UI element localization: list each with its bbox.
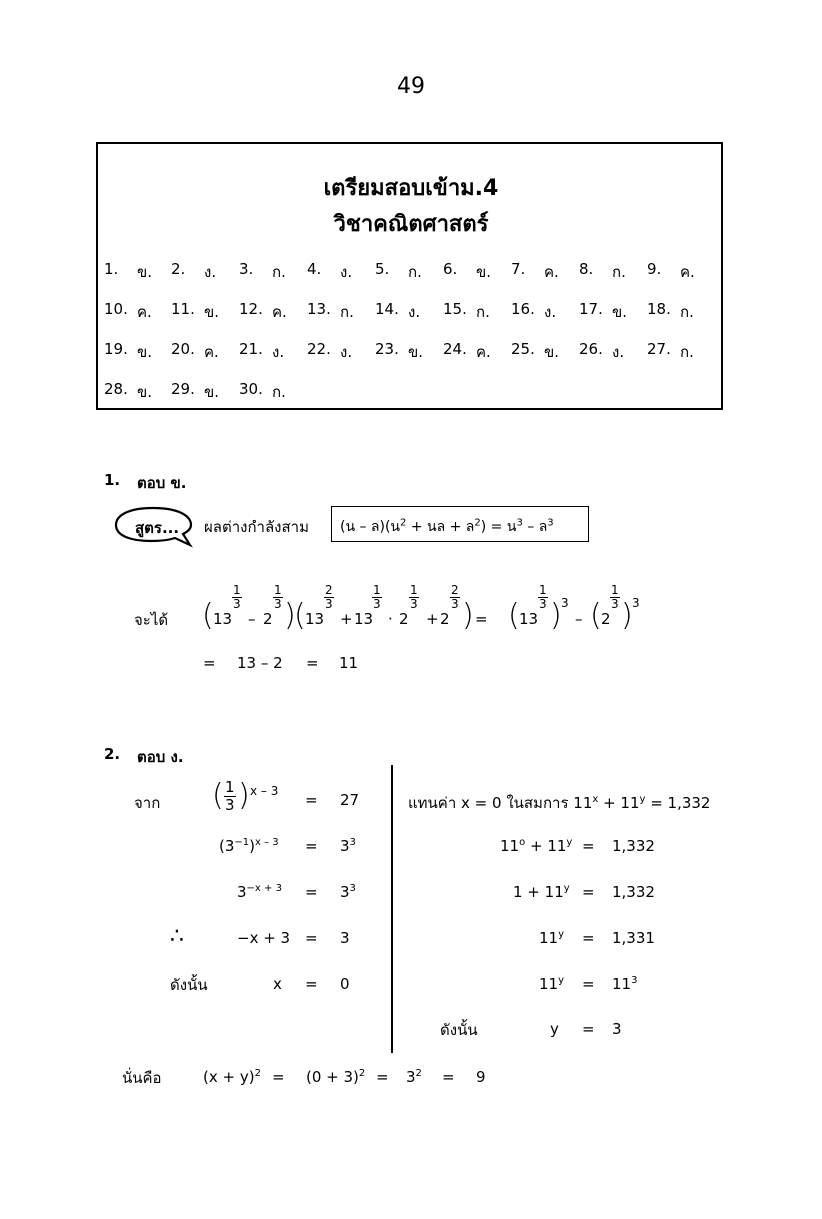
- exponent: 3: [632, 596, 640, 610]
- answer-number: 17.: [579, 300, 603, 318]
- t: 11: [500, 837, 520, 855]
- e: y: [558, 975, 565, 986]
- q2-number: 2.: [104, 745, 121, 763]
- answer-number: 30.: [239, 380, 263, 398]
- close: ): [249, 837, 256, 855]
- final-b: [306, 1068, 365, 1086]
- t: (0 + 3): [306, 1068, 359, 1086]
- inner-exp: −1: [234, 837, 250, 848]
- final-a: [203, 1068, 261, 1086]
- answer-choice: ง.: [272, 343, 285, 361]
- op: –: [248, 610, 256, 628]
- den: 3: [373, 597, 381, 611]
- formula-exp: 3: [516, 517, 523, 529]
- op: ·: [388, 610, 393, 628]
- so-label: ดังนั้น: [170, 976, 208, 994]
- e: y: [566, 837, 573, 848]
- eq: =: [582, 929, 595, 947]
- answer-number: 1.: [104, 260, 119, 278]
- base: 13: [305, 610, 325, 628]
- rhs-exp: 3: [349, 883, 356, 894]
- base: 13: [213, 610, 233, 628]
- column-divider: [391, 765, 393, 1053]
- answer-number: 2.: [171, 260, 186, 278]
- exponent-frac: [409, 584, 419, 611]
- l3-lhs: [237, 883, 282, 901]
- answer-number: 15.: [443, 300, 467, 318]
- base: 3: [237, 883, 247, 901]
- e: y: [563, 883, 570, 894]
- rhs: 1,332: [612, 883, 655, 901]
- eq: =: [582, 975, 595, 993]
- den: 3: [325, 597, 333, 611]
- answer-choice: ก.: [272, 263, 286, 281]
- rhs: [340, 883, 356, 901]
- e: o: [519, 837, 526, 848]
- eq: =: [442, 1068, 455, 1086]
- paren: (: [212, 778, 224, 813]
- answer-choice: ง.: [340, 263, 353, 281]
- answer-number: 18.: [647, 300, 671, 318]
- answer-choice: ง.: [408, 303, 421, 321]
- op: +: [426, 610, 439, 628]
- base: (3: [219, 837, 235, 855]
- formula-name: ผลต่างกำลังสาม: [204, 518, 309, 536]
- answer-number: 6.: [443, 260, 458, 278]
- q2-answer: ตอบ ง.: [137, 748, 184, 766]
- num: 1: [274, 583, 282, 597]
- num: 1: [539, 583, 547, 597]
- answer-choice: ข.: [204, 383, 220, 401]
- paren: ): [550, 598, 562, 633]
- e: 2: [358, 1068, 366, 1079]
- rhs: 27: [340, 791, 360, 809]
- rhs-base: 3: [340, 883, 350, 901]
- base: 2: [601, 610, 611, 628]
- answer-choice: ค.: [476, 343, 491, 361]
- r4-lhs: [539, 975, 564, 993]
- exponent-frac: [232, 584, 242, 611]
- text: + 11: [598, 794, 640, 812]
- formula-part: + นล + ล: [406, 519, 475, 535]
- answer-choice: ก.: [680, 303, 694, 321]
- op: –: [575, 610, 583, 628]
- answer-choice: ข.: [137, 343, 153, 361]
- eq: =: [272, 1068, 285, 1086]
- answer-choice: ข.: [544, 343, 560, 361]
- difference-of-cubes-formula: [331, 506, 589, 542]
- l5-lhs: x: [273, 975, 282, 993]
- paren: (: [294, 598, 306, 633]
- eq: =: [305, 929, 318, 947]
- base: 2: [399, 610, 409, 628]
- den: 3: [274, 597, 282, 611]
- paren: (: [508, 598, 520, 633]
- t: + 11: [525, 837, 567, 855]
- eq: =: [582, 883, 595, 901]
- q1-result: =: [306, 654, 319, 672]
- eq: =: [305, 791, 318, 809]
- e: 2: [254, 1068, 261, 1079]
- answer-choice: ค.: [544, 263, 559, 281]
- substitution-line: [408, 791, 710, 815]
- fraction: [224, 779, 236, 814]
- answer-choice: ก.: [476, 303, 490, 321]
- rhs: 1,331: [612, 929, 655, 947]
- num: 1: [410, 583, 418, 597]
- exam-title: เตรียมสอบเข้าม.4: [323, 176, 499, 201]
- page-number: 49: [397, 74, 425, 99]
- op: =: [475, 610, 488, 628]
- num: 1: [611, 583, 619, 597]
- answer-number: 13.: [307, 300, 331, 318]
- formula-part: (น – ล)(น: [340, 519, 401, 535]
- formula-tag: สูตร...: [135, 519, 180, 537]
- answer-number: 25.: [511, 340, 535, 358]
- base: 2: [263, 610, 273, 628]
- exponent: −x + 3: [246, 883, 282, 894]
- r1-lhs: [500, 837, 572, 855]
- l2-lhs: [219, 837, 279, 855]
- answer-choice: ข.: [612, 303, 628, 321]
- num: 2: [325, 583, 333, 597]
- paren: (: [202, 598, 214, 633]
- answer-choice: ข.: [408, 343, 424, 361]
- answer-number: 8.: [579, 260, 594, 278]
- q1-number: 1.: [104, 471, 121, 489]
- rhs: 3: [612, 1020, 622, 1038]
- num: 2: [451, 583, 459, 597]
- answer-number: 29.: [171, 380, 195, 398]
- conclusion-label: นั่นคือ: [122, 1069, 162, 1087]
- answer-number: 21.: [239, 340, 263, 358]
- answer-number: 14.: [375, 300, 399, 318]
- answer-choice: ค.: [204, 343, 219, 361]
- answer-number: 9.: [647, 260, 662, 278]
- t: 1 + 11: [513, 883, 564, 901]
- answer-number: 7.: [511, 260, 526, 278]
- answer-choice: ก.: [612, 263, 626, 281]
- exponent-frac: [273, 584, 283, 611]
- num: 1: [233, 583, 241, 597]
- eq: =: [305, 975, 318, 993]
- therefore-symbol: ∴: [170, 924, 184, 949]
- text: = 1,332: [645, 794, 711, 812]
- answer-number: 12.: [239, 300, 263, 318]
- e: y: [558, 929, 565, 940]
- subject-title: วิชาคณิตศาสตร์: [333, 212, 489, 237]
- eq: =: [376, 1068, 389, 1086]
- answer-choice: ก.: [408, 263, 422, 281]
- answer-choice: ค.: [272, 303, 287, 321]
- answer-choice: ข.: [476, 263, 492, 281]
- answer-number: 16.: [511, 300, 535, 318]
- rhs: [612, 975, 637, 993]
- from-label: จาก: [134, 794, 161, 812]
- answer-choice: ข.: [204, 303, 220, 321]
- answer-choice: ข.: [137, 383, 153, 401]
- answer-choice: ค.: [137, 303, 152, 321]
- answer-choice: ก.: [340, 303, 354, 321]
- then-label: จะได้: [134, 611, 169, 629]
- final-result: 9: [476, 1068, 486, 1086]
- answer-number: 3.: [239, 260, 254, 278]
- answer-number: 27.: [647, 340, 671, 358]
- rhs: 3: [340, 929, 350, 947]
- eq: =: [305, 883, 318, 901]
- base: 13: [354, 610, 374, 628]
- answer-number: 23.: [375, 340, 399, 358]
- r2-lhs: [513, 883, 570, 901]
- answer-number: 28.: [104, 380, 128, 398]
- rhs-base: 11: [612, 975, 632, 993]
- q1-result: 13 – 2: [237, 654, 283, 672]
- paren: ): [238, 778, 250, 813]
- base: 13: [519, 610, 539, 628]
- answer-choice: ง.: [612, 343, 625, 361]
- answer-number: 5.: [375, 260, 390, 278]
- rhs-exp: 3: [631, 975, 638, 986]
- answer-choice: ง.: [544, 303, 557, 321]
- exponent-frac: [324, 584, 334, 611]
- exponent: x – 3: [255, 837, 279, 848]
- t: (x + y): [203, 1068, 255, 1086]
- exponent: x – 3: [250, 784, 279, 798]
- eq: =: [582, 837, 595, 855]
- rhs-exp: 3: [349, 837, 356, 848]
- answer-number: 22.: [307, 340, 331, 358]
- rhs: 0: [340, 975, 350, 993]
- answer-number: 11.: [171, 300, 195, 318]
- den: 3: [451, 597, 459, 611]
- formula-part: ) = น: [480, 519, 517, 535]
- exponent: 3: [561, 596, 569, 610]
- paren: ): [284, 598, 296, 633]
- answer-choice: ก.: [680, 343, 694, 361]
- num: 1: [225, 778, 235, 796]
- q1-result: =: [203, 654, 216, 672]
- exponent-frac: [372, 584, 382, 611]
- den: 3: [539, 597, 547, 611]
- answer-choice: ข.: [137, 263, 153, 281]
- exponent-frac: [538, 584, 548, 611]
- exp: y: [639, 794, 646, 805]
- den: 3: [410, 597, 418, 611]
- formula-exp: 2: [474, 517, 481, 529]
- num: 1: [373, 583, 381, 597]
- answer-number: 19.: [104, 340, 128, 358]
- so-label: ดังนั้น: [440, 1021, 478, 1039]
- exponent-frac: [450, 584, 460, 611]
- rhs: [340, 837, 356, 855]
- paren: ): [621, 598, 633, 633]
- r5-lhs: y: [550, 1020, 559, 1038]
- q1-answer: ตอบ ข.: [137, 474, 187, 492]
- r3-lhs: [539, 929, 564, 947]
- q1-result: 11: [339, 654, 359, 672]
- answer-number: 10.: [104, 300, 128, 318]
- formula-part: – ล: [522, 519, 548, 535]
- eq: =: [582, 1020, 595, 1038]
- rhs: 1,332: [612, 837, 655, 855]
- op: +: [340, 610, 353, 628]
- e: 2: [415, 1068, 422, 1079]
- exp: x: [592, 794, 599, 805]
- answer-choice: ง.: [204, 263, 217, 281]
- paren: ): [462, 598, 474, 633]
- paren: (: [590, 598, 602, 633]
- final-c: [406, 1068, 422, 1086]
- formula-exp: 2: [400, 517, 407, 529]
- t: 11: [539, 975, 559, 993]
- answer-choice: ก.: [272, 383, 286, 401]
- rhs-base: 3: [340, 837, 350, 855]
- l4-lhs: −x + 3: [237, 929, 291, 947]
- base: 2: [440, 610, 450, 628]
- den: 3: [225, 796, 235, 814]
- exponent-frac: [610, 584, 620, 611]
- answer-number: 4.: [307, 260, 322, 278]
- den: 3: [611, 597, 619, 611]
- answer-choice: ง.: [340, 343, 353, 361]
- answer-number: 20.: [171, 340, 195, 358]
- eq: =: [305, 837, 318, 855]
- den: 3: [233, 597, 241, 611]
- t: 3: [406, 1068, 416, 1086]
- answer-choice: ค.: [680, 263, 695, 281]
- formula-exp: 3: [547, 517, 554, 529]
- answer-number: 24.: [443, 340, 467, 358]
- t: 11: [539, 929, 559, 947]
- text: แทนค่า x = 0 ในสมการ 11: [408, 794, 593, 812]
- answer-number: 26.: [579, 340, 603, 358]
